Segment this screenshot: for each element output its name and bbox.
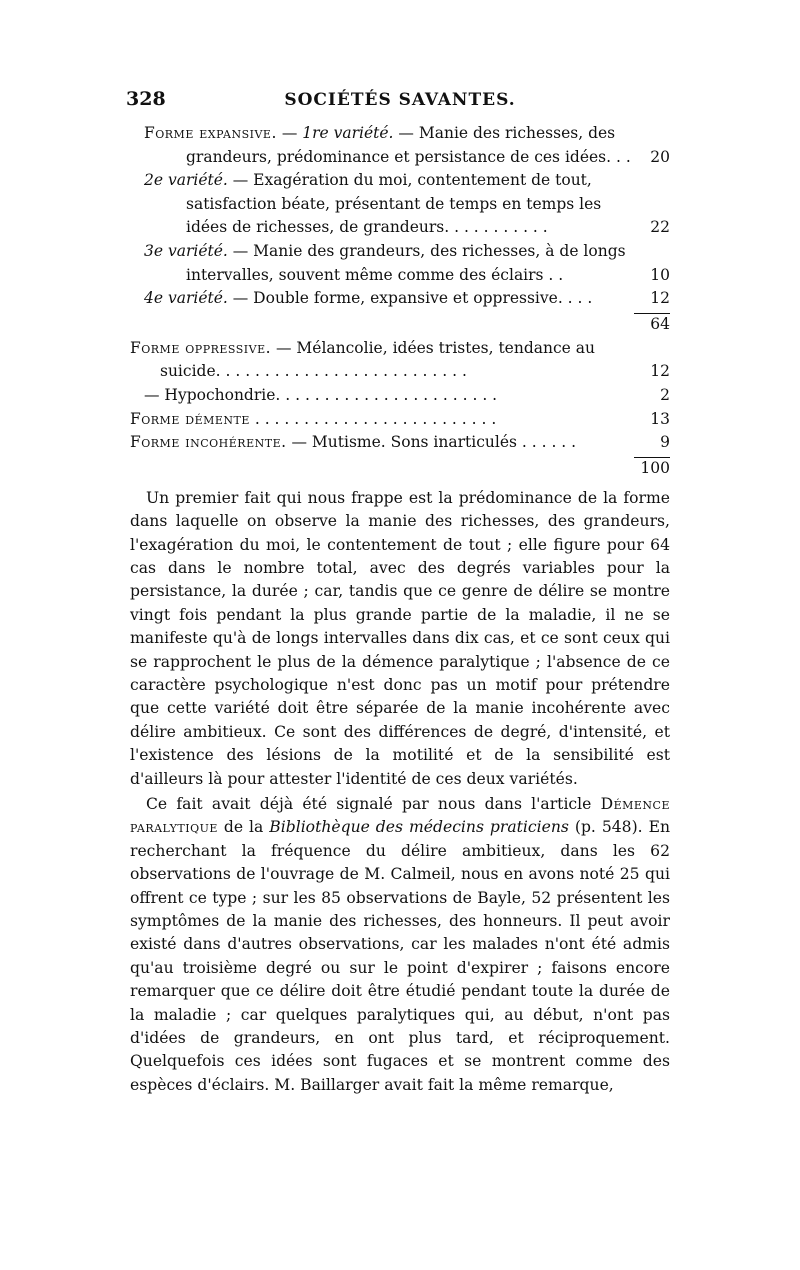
subtotal-rule — [634, 313, 670, 314]
demente-count: 13 — [650, 409, 670, 428]
variety-1-count: 20 — [650, 147, 670, 166]
total-rule — [634, 457, 670, 458]
paragraph-2-a: Ce fait avait déjà été signalé par nous dans l'article — [146, 795, 601, 813]
incoherente-count: 9 — [660, 433, 670, 452]
variety-1-label: 1re variété. — [302, 124, 394, 142]
grand-total-value: 100 — [640, 458, 670, 477]
variety-2-text: — Exagération du moi, contentement de tout, satisfaction béate, présentant de temps en temps les idées de richesses, de grandeurs. . . . . . . . . . . — [186, 171, 602, 237]
variety-4-label: 4e variété. — [144, 289, 228, 308]
demente-dots: . . . . . . . . . . . . . . . . . . . . . . . . . — [249, 409, 497, 428]
variety-3-count: 10 — [650, 265, 670, 284]
oppressive-count-1: 12 — [650, 362, 670, 381]
variety-4-count: 12 — [650, 289, 670, 308]
paragraph-2-c: de la — [217, 818, 270, 837]
page-number: 328 — [126, 88, 166, 110]
variety-2-label: 2e variété. — [144, 171, 228, 190]
expansive-subtotal — [130, 311, 670, 337]
subtotal-value: 64 — [650, 314, 670, 333]
oppressive-text-2: — Hypochondrie. . . . . . . . . . . . . . . . . . . . . . . — [144, 385, 498, 404]
variety-3-label: 3e variété. — [144, 241, 228, 260]
oppressive-heading: Forme oppressive. — [130, 338, 272, 357]
oppressive-line-2 — [130, 384, 670, 408]
expansive-variety-3 — [130, 240, 670, 287]
oppressive-count-2: 2 — [660, 385, 670, 404]
variety-1-text: — Manie des richesses, des grandeurs, prédominance et persistance de ces idées. . . — [186, 124, 631, 166]
paragraph-2 — [130, 793, 670, 1097]
incoherente-text: — Mutisme. Sons inarticulés . . . . . . — [286, 433, 577, 452]
oppressive-text-1: — Mélancolie, idées tristes, tendance au suicide. . . . . . . . . . . . . . . . . . . . . . . . . . — [160, 338, 595, 381]
page — [126, 88, 671, 1097]
running-header — [126, 88, 670, 122]
expansive-heading: Forme expansive. — [144, 124, 277, 142]
variety-4-text: — Double forme, expansive et oppressive. . . . — [227, 289, 593, 308]
variety-3-text: — Manie des grandeurs, des richesses, à de longs intervalles, souvent même comme des éclairs . . — [186, 241, 626, 284]
running-title: SOCIÉTÉS SAVANTES. — [284, 90, 516, 110]
oppressive-line-1 — [130, 337, 670, 384]
expansive-variety-1: Forme expansive. — 1re variété. — Manie des richesses, des grandeurs, prédominance et persistance de ces idées. . . 20 — [130, 122, 670, 169]
expansive-variety-2 — [130, 169, 670, 240]
paragraph-2-e: (p. 548). En recherchant la fréquence du délire ambitieux, dans les 62 observations de l'ouvrage de M. Calmeil, nous en avons noté 25 qui offrent ce type ; sur les 85 observations de Bayle, 52 présentent les symptômes de la manie des richesses, des honneurs. Il peut avoir existé dans d'autres observations, car les malades n'ont été admis qu'au troisième degré ou sur le point d'expirer ; faisons encore remarquer que ce délire doit être étudié pendant toute la durée de la maladie ; car quelques paralytiques qui, au début, n'ont pas d'idées de grandeurs, en ont plus tard, et réciproquement. Quelquefois ces idées sont fugaces et se montrent comme des espèces d'éclairs. M. Baillarger avait fait la même remarque, — [130, 818, 671, 1094]
variety-2-count: 22 — [650, 218, 670, 237]
demente-line — [130, 408, 670, 432]
incoherente-heading: Forme incohérente. — [130, 433, 287, 452]
grand-total — [130, 455, 670, 481]
demente-heading: Forme démente — [130, 409, 250, 428]
book-title: Bibliothèque des médecins praticiens — [269, 818, 569, 837]
incoherente-line — [130, 431, 670, 455]
paragraph-1: Un premier fait qui nous frappe est la prédominance de la forme dans laquelle on observe la manie des richesses, des grandeurs, l'exagération du moi, le contentement de tout ; elle figure pour 64 cas dans le nombre total, avec des degrés variables pour la persistance, la durée ; car, tandis que ce genre de délire se montre vingt fois pendant la plus grande partie de la maladie, il ne se manifeste qu'à de longs intervalles dans dix cas, et ce sont ceux qui se rapprochent le plus de la démence paralytique ; l'absence de ce caractère psychologique n'est donc pas un motif pour prétendre que cette variété doit être séparée de la manie incohérente avec délire ambitieux. Ce sont des différences de degré, d'intensité, et l'existence des lésions de la motilité et de la sensibilité est d'ailleurs là pour attester l'identité de ces deux variétés. — [130, 488, 670, 788]
expansive-variety-4 — [130, 287, 670, 311]
article-title: Démence paralytique — [130, 795, 670, 837]
